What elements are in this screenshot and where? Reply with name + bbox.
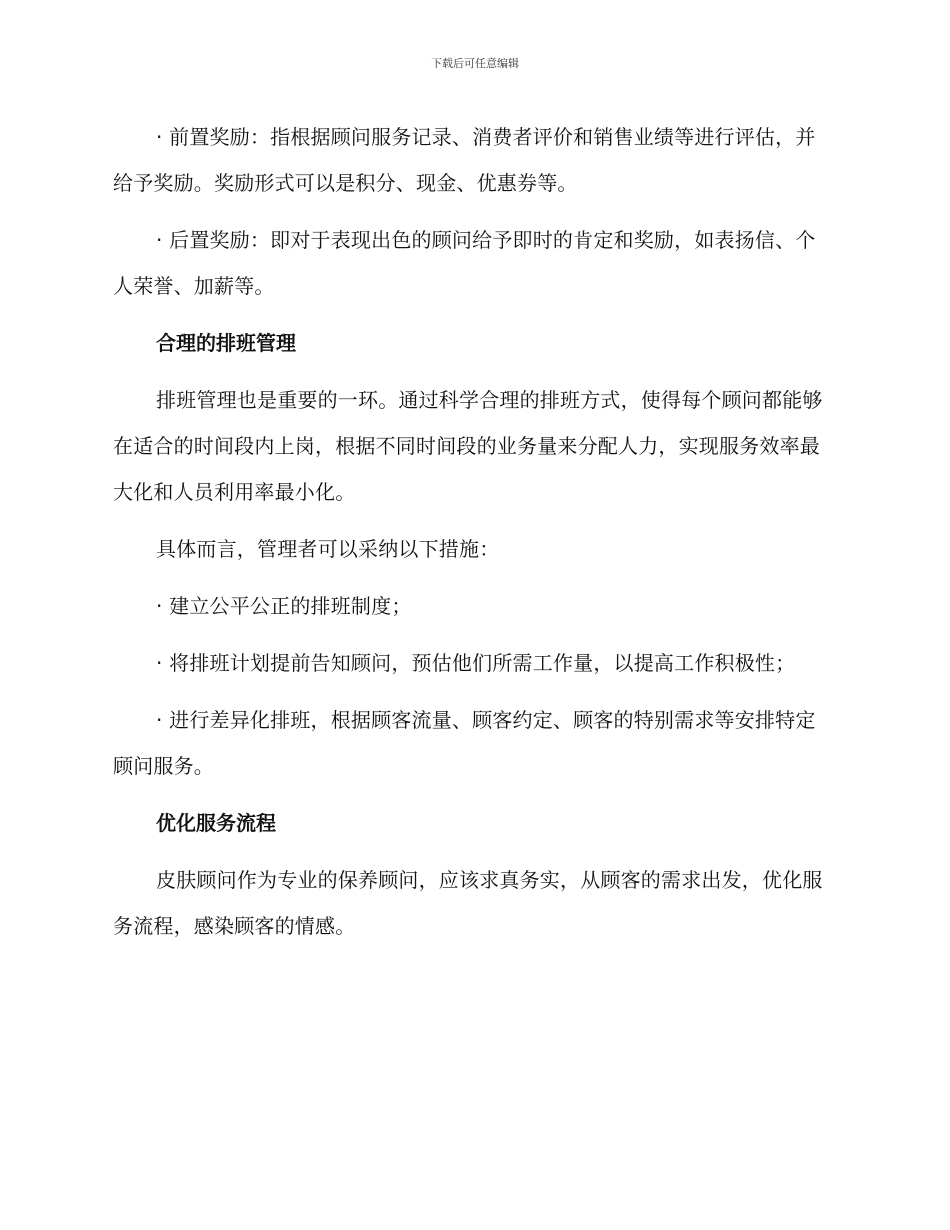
document-body (113, 114, 833, 960)
header-note: 下载后可任意编辑 (431, 57, 519, 70)
paragraph-pre-reward: · 前置奖励：指根据顾问服务记录、消费者评价和销售业绩等进行评估，并给予奖励。奖励形式可以是积分、现金、优惠券等。 (113, 125, 816, 195)
paragraph-scheduling-intro: 排班管理也是重要的一环。通过科学合理的排班方式，使得每个顾问都能够在适合的时间段内上岗，根据不同时间段的业务量来分配人力，实现服务效率最大化和人员利用率最小化。 (113, 388, 823, 504)
section-heading-scheduling: 合理的排班管理 (156, 331, 296, 355)
paragraph-measures-lead: 具体而言，管理者可以采纳以下措施： (156, 537, 500, 561)
section-heading-service-flow: 优化服务流程 (156, 811, 276, 835)
paragraph-post-reward: · 后置奖励：即对于表现出色的顾问给予即时的肯定和奖励，如表扬信、个人荣誉、加薪等。 (113, 228, 816, 298)
paragraph-service-flow: 皮肤顾问作为专业的保养顾问，应该求真务实，从顾客的需求出发，优化服务流程，感染顾客的情感。 (113, 868, 823, 938)
paragraph-measure-fair: · 建立公平公正的排班制度； (156, 594, 412, 618)
paragraph-measure-differentiated: · 进行差异化排班，根据顾客流量、顾客约定、顾客的特别需求等安排特定顾问服务。 (113, 708, 816, 778)
paragraph-measure-notify: · 将排班计划提前告知顾问，预估他们所需工作量，以提高工作积极性； (156, 651, 796, 675)
